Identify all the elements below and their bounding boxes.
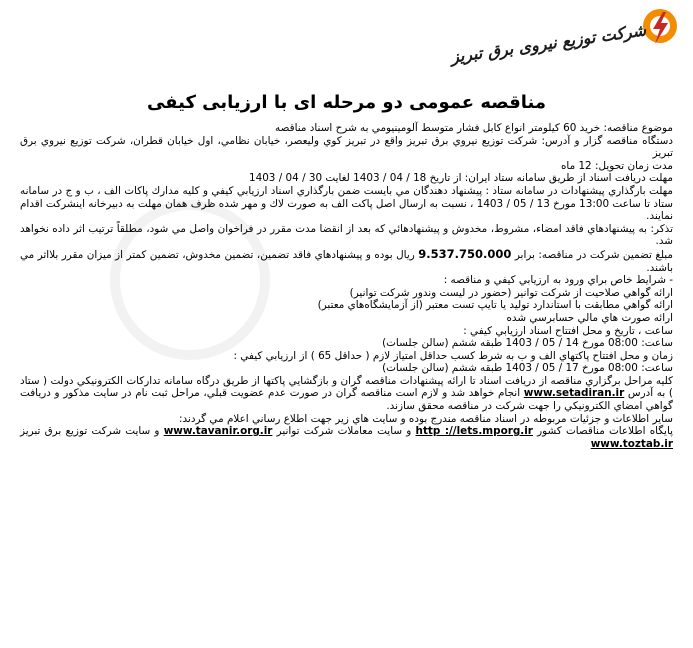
page-title: مناقصه عمومی دو مرحله ای با ارزیابی کیفی	[146, 92, 547, 113]
condition-item: ارائه گواهي مطابقت با استاندارد توليد يا تايپ تست معتبر (از آزمايشگاه‌هاي معتبر)	[317, 299, 673, 312]
websites-line	[20, 425, 673, 450]
upload-deadline-line: مهلت بارگذاري پيشنهادات در سامانه ستاد : پيشنهاد دهندگان مي بايست ضمن بارگذاري اسناد ارزيابي کيفي و کليه مدارك پاكات الف ، ب و ج در سامانه ستاد تا ساعت 13:00 مورخ 13 / 05 / 1403 ، نسبت به ارسال اصل پاكت الف به صورت لاك و مهر شده ظرف همان مهلت به دبيرخانه اينشركت اقدام نمايند.	[20, 184, 673, 223]
company-logo	[449, 4, 687, 84]
quality-opening-time: ساعت: 08:00 مورخ 14 / 05 / 1403 طبقه ششم (سالن جلسات)	[382, 337, 673, 350]
quality-opening-heading: ساعت ، تاريخ و محل افتتاح اسناد ارزيابي كيفي :	[463, 324, 673, 337]
tavanir-link[interactable]: www.tavanir.org.ir	[163, 425, 273, 438]
procedure-line	[20, 375, 673, 413]
info-line: ساير اطلاعات و جزئيات مربوطه در اسناد مناقصه مندرج بوده و سايت هاي زير جهت اطلاع رساني اعلام مي گردند:	[178, 412, 673, 425]
procedure-text-1: كليه مراحل برگزاري مناقصه از دريافت اسناد تا ارائه پيشنهادات مناقصه گران و بازگشايي پاكتها از طريق درگاه سامانه تداركات الكترونيكي دولت ( ستاد ) به آدرس	[20, 374, 673, 400]
guarantee-label: مبلغ تضمين شركت در مناقصه: برابر	[514, 248, 673, 261]
delivery-line: مدت زمان تحويل: 12 ماه	[560, 159, 673, 172]
envelope-opening-time: ساعت: 08:00 مورخ 17 / 05 / 1403 طبقه ششم (سالن جلسات)	[382, 362, 673, 375]
guarantee-text: ريال بوده و پيشنهادهاي فاقد تضمين، تضمين مخدوش، تضمين كمتر از ميزان مقرر بلااثر مي باشند.	[20, 248, 673, 274]
websites-text-2: و سايت معاملات شركت توانير	[276, 425, 412, 438]
guarantee-line	[20, 248, 673, 274]
notice-body	[20, 122, 673, 450]
guarantee-amount: 9.537.750.000	[418, 246, 512, 261]
subject-line: موضوع مناقصه: خريد 60 كيلومتر انواع كابل فشار متوسط آلومينيومي به شرح اسناد مناقصه	[275, 122, 673, 134]
condition-item: ارائه گواهي صلاحيت از شركت توانير (حضور در ليست وندور شركت توانير)	[349, 286, 673, 299]
mporg-link[interactable]: http ://lets.mporg.ir	[415, 425, 533, 438]
websites-text-1: پايگاه اطلاعات مناقصات كشور	[537, 425, 673, 438]
condition-item: ارائه صورت هاي مالي حسابرسي شده	[506, 311, 673, 324]
toztab-link[interactable]: www.toztab.ir	[590, 437, 673, 450]
procedure-text-2: انجام خواهد شد و لازم است مناقصه گران در صورت عدم عضويت قبلي، مراحل ثبت نام در سايت مذكور و دريافت گواهي امضاي الكترونيكي را جهت شركت در مناقصه محقق سازند.	[20, 387, 673, 413]
note-line: تذكر: به پيشنهادهاي فاقد امضاء، مشروط، مخدوش و پيشنهادهائي كه بعد از انقضا مدت مقرر در فراخوان واصل مي شود، مطلقاً ترتيب اثر داده نخواهد شد.	[20, 222, 673, 248]
setadiran-link[interactable]: www.setadiran.ir	[523, 387, 625, 400]
conditions-heading: - شرايط خاص براي ورود به ارزيابي كيفي و مناقصه :	[443, 274, 673, 287]
organizer-line: دستگاه مناقصه گزار و آدرس: شرکت توزيع نيروي برق تبريز واقع در تبريز کوي وليعصر، خيابان نظامي، اول خيابان قطران، شركت توزيع نيروي برق تبريز	[20, 134, 673, 160]
websites-text-3: و سايت شركت توزيع برق تبريز	[20, 425, 160, 438]
envelope-opening-heading: زمان و محل افتتاح پاکتهاي الف و ب به شرط كسب حداقل امتياز لازم ( حداقل 65 ) از ارزيابي كيفي :	[233, 349, 673, 362]
company-logo-text: شرکت توزیع نیروی برق تبریز	[449, 20, 648, 67]
document-deadline-line: مهلت دريافت اسناد از طريق سامانه ستاد ايران: از تاريخ 18 / 04 / 1403 لغايت 30 / 04 / 1403	[248, 172, 673, 185]
